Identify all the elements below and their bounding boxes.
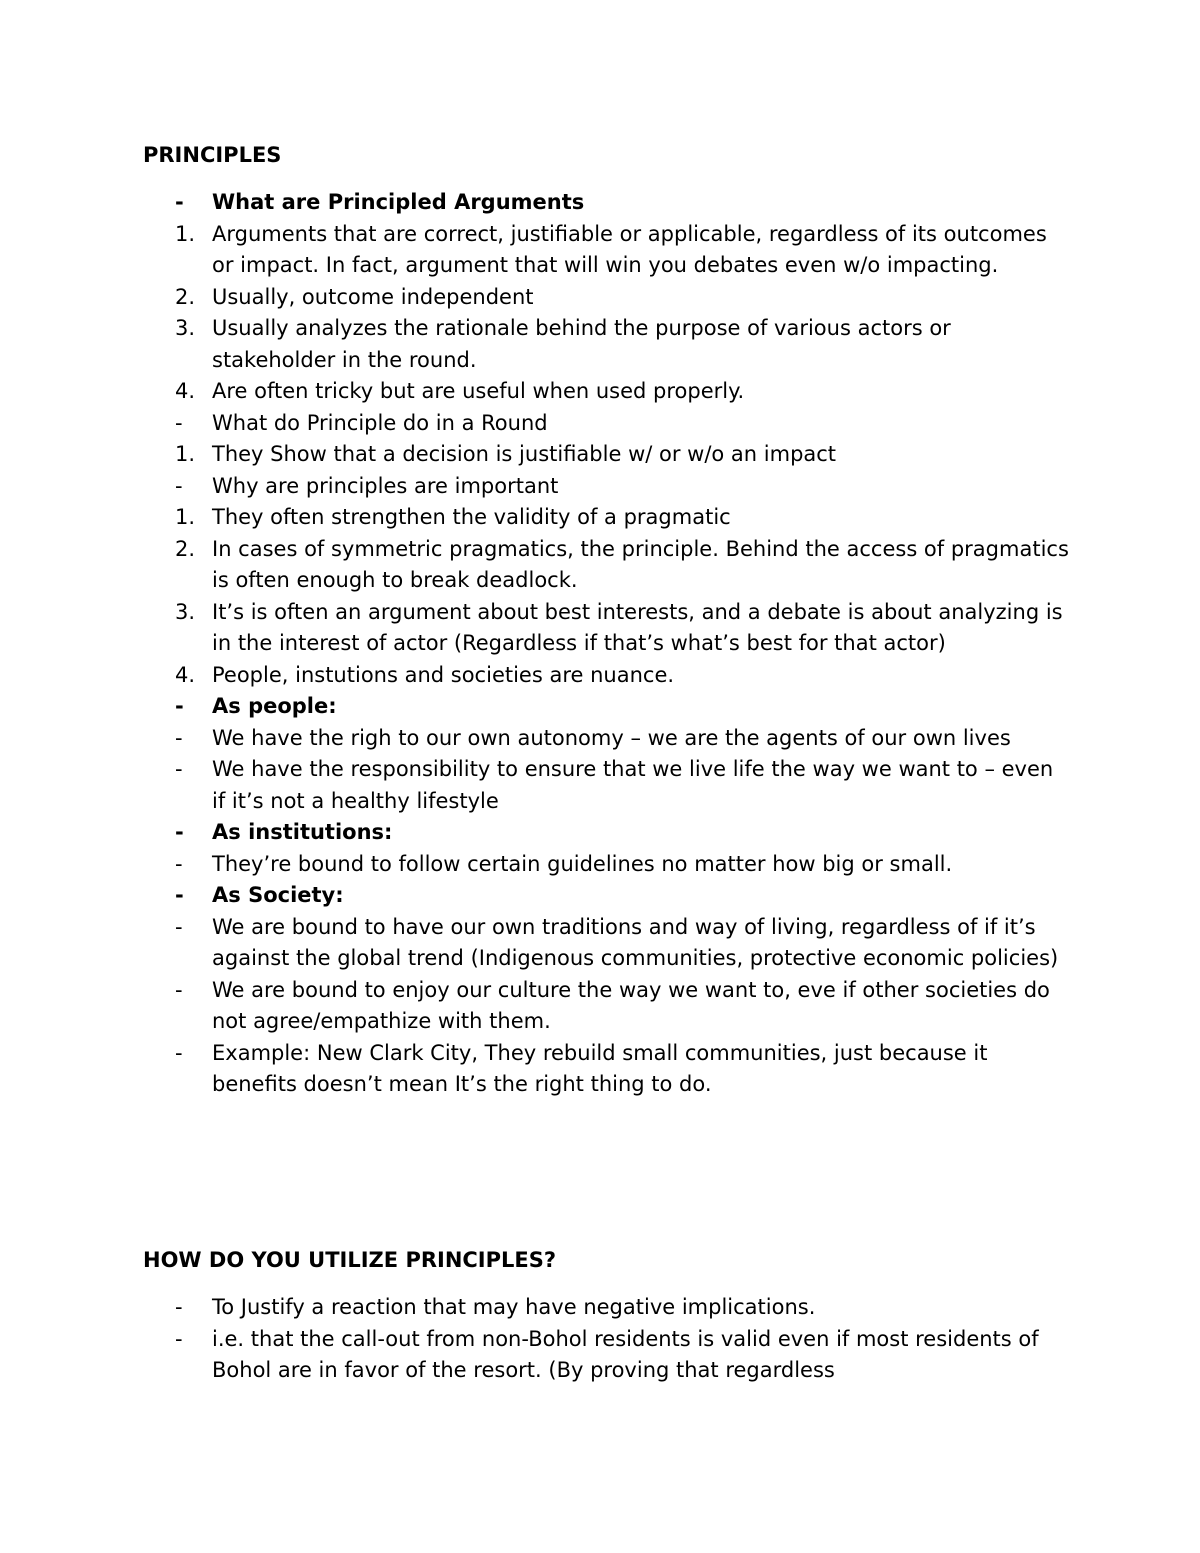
list-marker: 1. [175, 505, 196, 529]
list-item [0, 282, 1072, 314]
principles-list [0, 187, 1200, 1101]
list-item-text: In cases of symmetric pragmatics, the principle. Behind the access of pragmatics is often enough to break deadlock. [212, 536, 1069, 592]
list-marker: - [175, 851, 183, 876]
list-item-text: Example: New Clark City, They rebuild small communities, just because it benefits doesn’t mean It’s the right thing to do. [212, 1040, 988, 1096]
list-item-text: Why are principles are important [212, 473, 559, 498]
list-item [0, 660, 1072, 692]
list-marker: - [175, 725, 183, 750]
list-item [0, 817, 1072, 849]
list-item-text: We have the righ to our own autonomy – we are the agents of our own lives [212, 725, 1011, 750]
list-marker: 3. [175, 599, 196, 624]
list-item-text: They often strengthen the validity of a pragmatic [212, 505, 731, 529]
list-item [0, 597, 1072, 660]
list-item [0, 1292, 1072, 1324]
list-item-text: People, instutions and societies are nuance. [212, 662, 675, 687]
list-item-text: They’re bound to follow certain guidelines no matter how big or small. [212, 851, 953, 876]
list-item-text: As institutions: [212, 820, 393, 844]
list-marker: 3. [175, 316, 196, 340]
list-item [0, 912, 1072, 975]
list-item [0, 219, 1072, 282]
list-item-text: What do Principle do in a Round [212, 410, 548, 435]
list-item-text: To Justify a reaction that may have negative implications. [212, 1295, 816, 1319]
list-item [0, 880, 1072, 912]
list-item [0, 975, 1072, 1038]
list-marker: - [175, 820, 184, 844]
list-item [0, 471, 1072, 503]
list-item-text: i.e. that the call-out from non-Bohol residents is valid even if most residents of Bohol are in favor of the resort. (By proving that regardless [212, 1326, 1039, 1382]
list-item [0, 723, 1072, 755]
list-item-text: We have the responsibility to ensure that we live life the way we want to – even if it’s not a healthy lifestyle [212, 757, 1054, 813]
list-item-text: It’s is often an argument about best interests, and a debate is about analyzing is in the interest of actor (Regardless if that’s what’s best for that actor) [212, 599, 1063, 655]
list-marker: 1. [175, 221, 196, 246]
list-marker: - [175, 1040, 183, 1065]
list-item [0, 313, 1072, 376]
section-heading-principles: PRINCIPLES [143, 143, 282, 167]
list-marker: - [175, 694, 184, 718]
section-heading-utilize: HOW DO YOU UTILIZE PRINCIPLES? [143, 1248, 557, 1272]
utilize-list [0, 1292, 1200, 1387]
list-marker: - [175, 410, 183, 435]
list-item [0, 439, 1072, 471]
list-item [0, 1038, 1072, 1101]
list-item [0, 754, 1072, 817]
list-marker: 2. [175, 284, 196, 309]
list-item-text: Usually, outcome independent [212, 284, 534, 309]
list-marker: - [175, 757, 183, 781]
list-marker: 4. [175, 662, 196, 687]
list-marker: 1. [175, 442, 196, 466]
list-item [0, 849, 1072, 881]
list-item-text: We are bound to have our own traditions and way of living, regardless of if it’s against the global trend (Indigenous communities, protective economic policies) [212, 914, 1059, 970]
list-item-text: They Show that a decision is justifiable w/ or w/o an impact [212, 442, 837, 466]
list-item-text: We are bound to enjoy our culture the way we want to, eve if other societies do not agree/empathize with them. [212, 977, 1050, 1033]
list-marker: - [175, 977, 183, 1002]
list-marker: - [175, 473, 183, 498]
list-marker: 4. [175, 379, 196, 403]
list-marker: - [175, 914, 183, 939]
list-marker: - [175, 190, 184, 214]
list-item [0, 408, 1072, 440]
list-item [0, 187, 1072, 219]
list-marker: - [175, 1326, 183, 1351]
list-item [0, 502, 1072, 534]
list-item [0, 691, 1072, 723]
list-marker: - [175, 883, 184, 907]
list-item-text: Arguments that are correct, justifiable or applicable, regardless of its outcomes or impact. In fact, argument that will win you debates even w/o impacting. [212, 221, 1047, 277]
list-item-text: As people: [212, 694, 337, 718]
list-marker: 2. [175, 536, 196, 561]
list-marker: - [175, 1295, 183, 1319]
list-item-text: What are Principled Arguments [212, 190, 585, 214]
list-item-text: Usually analyzes the rationale behind the purpose of various actors or stakeholder in the round. [212, 316, 951, 372]
list-item-text: Are often tricky but are useful when used properly. [212, 379, 745, 403]
list-item [0, 376, 1072, 408]
list-item [0, 534, 1072, 597]
list-item [0, 1324, 1072, 1387]
list-item-text: As Society: [212, 883, 344, 907]
